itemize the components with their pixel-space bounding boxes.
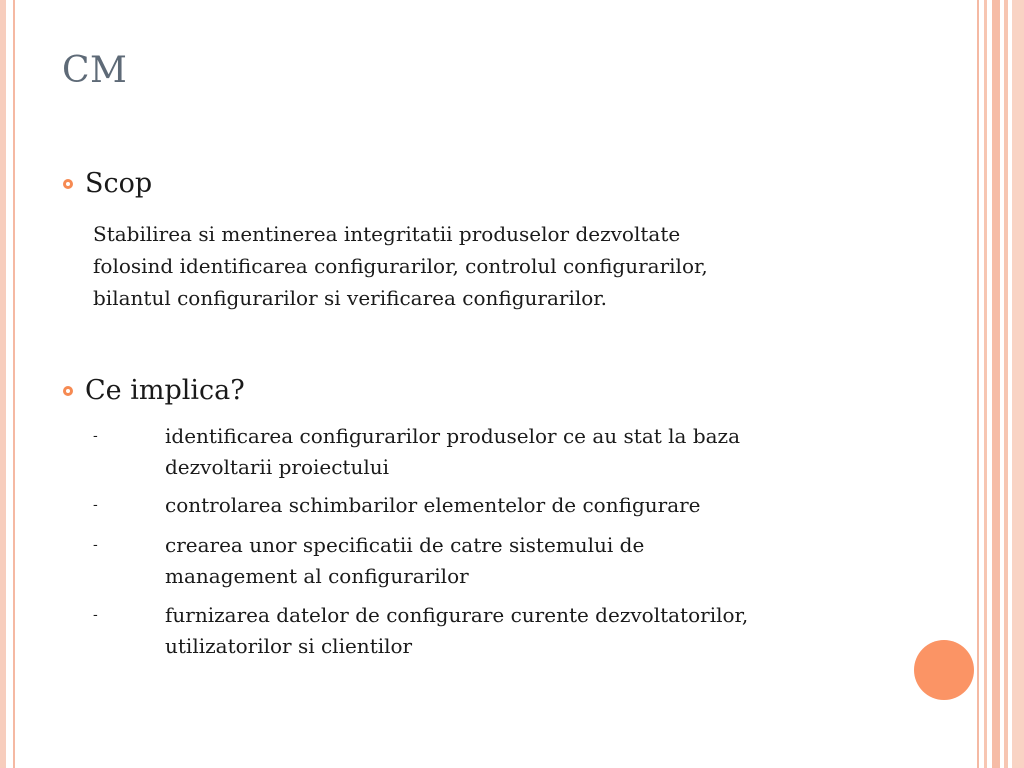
left-decor-band (0, 0, 6, 768)
list-item-text (165, 530, 855, 592)
paragraph-line: Stabilirea si mentinerea integritatii produselor dezvoltate (93, 222, 681, 246)
paragraph-line: folosind identificarea configurarilor, controlul configurarilor, (93, 254, 708, 278)
circle-bullet-icon (63, 179, 73, 189)
right-decor-stripe (1004, 0, 1008, 768)
list-item-line: utilizatorilor si clientilor (165, 634, 413, 658)
list-item-line: crearea unor specificatii de catre sistemului de (165, 533, 645, 557)
section-heading: Ce implica? (85, 375, 245, 406)
right-decor-stripe (992, 0, 1000, 768)
list-item (93, 600, 855, 662)
list-item-text (165, 421, 855, 483)
paragraph-line: bilantul configurarilor si verificarea configurarilor. (93, 286, 608, 310)
left-decor-line (13, 0, 15, 768)
list-item-line: dezvoltarii proiectului (165, 455, 390, 479)
list-item-line: controlarea schimbarilor elementelor de configurare (165, 493, 701, 517)
circle-bullet-icon (63, 386, 73, 396)
section-heading: Scop (85, 168, 153, 199)
list-item (93, 421, 855, 483)
list-item-text (165, 600, 855, 662)
slide-title: CM (62, 50, 128, 91)
bullet-scop (63, 168, 152, 199)
scop-paragraph (93, 218, 708, 314)
list-item-text (165, 490, 855, 521)
dash-marker: - (93, 607, 98, 623)
list-item-line: management al configurarilor (165, 564, 469, 588)
bullet-ce-implica (63, 375, 245, 406)
right-decor-stripe (1012, 0, 1024, 768)
dash-marker: - (93, 537, 98, 553)
list-item (93, 490, 855, 521)
list-item-line: identificarea configurarilor produselor ce au stat la baza (165, 424, 741, 448)
right-decor-stripe (984, 0, 987, 768)
list-item (93, 530, 855, 592)
list-item-line: furnizarea datelor de configurare curente dezvoltatorilor, (165, 603, 749, 627)
dash-marker: - (93, 497, 98, 513)
decorative-circle (914, 640, 974, 700)
right-decor-stripe (977, 0, 979, 768)
dash-marker: - (93, 428, 98, 444)
